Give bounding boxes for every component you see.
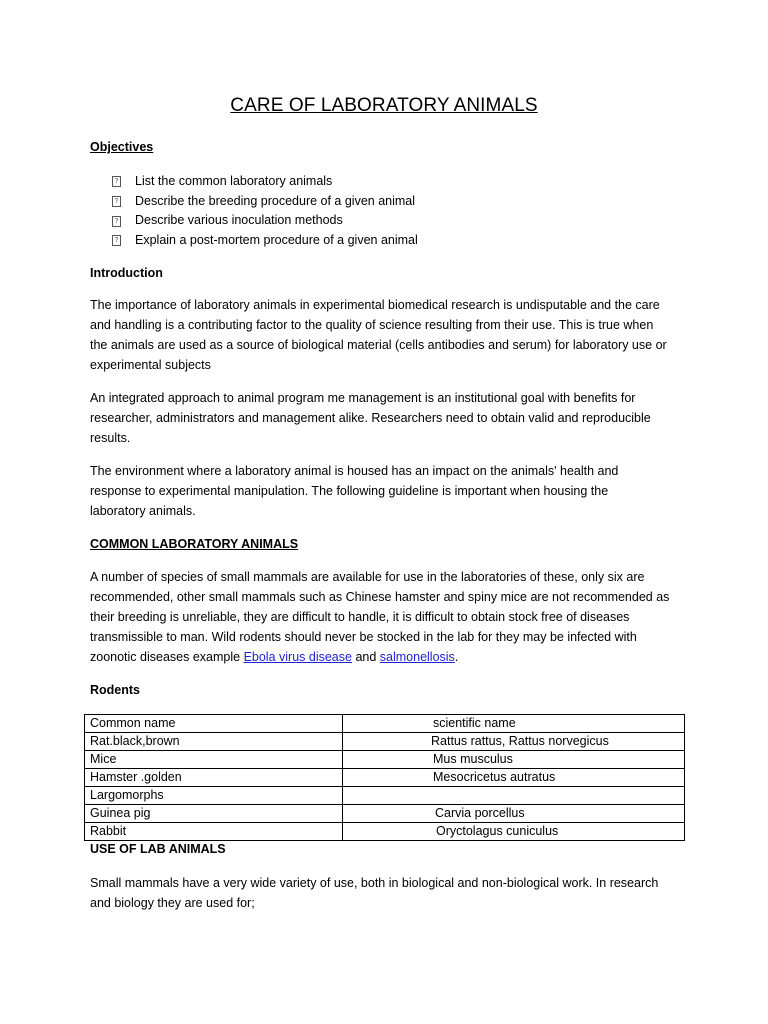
- objectives-list: [112, 172, 418, 251]
- text-line: A number of species of small mammals are available for use in the laboratories of these, only six are: [90, 570, 645, 584]
- table-row: [85, 823, 685, 841]
- list-item: [112, 231, 418, 251]
- text-line: recommended, other small mammals such as Chinese hamster and spiny mice are not recommended as: [90, 590, 670, 604]
- intro-paragraph-2: [90, 388, 690, 448]
- text-line: their breeding is unreliable, they are difficult to handle, it is difficult to obtain stock free of diseases: [90, 610, 630, 624]
- list-item: [112, 172, 418, 192]
- objective-text: List the common laboratory animals: [135, 174, 333, 188]
- objective-text: Explain a post-mortem procedure of a given animal: [135, 233, 418, 248]
- text-line: and biology they are used for;: [90, 896, 255, 910]
- text-line: the animals are used as a source of biological material (cells antibodies and serum) for laboratory use or: [90, 338, 667, 352]
- text-line: The importance of laboratory animals in experimental biomedical research is undisputable and the care: [90, 298, 660, 312]
- objective-text: Describe various inoculation methods: [135, 213, 343, 228]
- table-header-cell: scientific name: [343, 715, 685, 733]
- text-line: response to experimental manipulation. The following guideline is important when housing the: [90, 484, 609, 498]
- table-cell: Mice: [85, 751, 343, 769]
- table-row: [85, 787, 685, 805]
- table-row: [85, 769, 685, 787]
- rodents-heading: Rodents: [90, 683, 140, 697]
- missing-glyph-bullet-icon: ?: [112, 176, 121, 187]
- text-line: Small mammals have a very wide variety of use, both in biological and non-biological work. In research: [90, 876, 659, 890]
- missing-glyph-bullet-icon: ?: [112, 196, 121, 207]
- text-fragment: .: [454, 650, 459, 664]
- table-header-row: [85, 715, 685, 733]
- table-cell: Hamster .golden: [85, 769, 343, 787]
- text-line: An integrated approach to animal program me management is an institutional goal with benefits for: [90, 391, 636, 405]
- page-title: CARE OF LABORATORY ANIMALS: [230, 95, 538, 116]
- table-cell: Guinea pig: [85, 805, 343, 823]
- text-line: laboratory animals.: [90, 504, 196, 518]
- text-line-with-links: [90, 647, 690, 667]
- salmonellosis-link[interactable]: salmonellosis: [379, 650, 455, 664]
- text-fragment: zoonotic diseases example: [90, 650, 244, 664]
- text-line: experimental subjects: [90, 358, 211, 372]
- table-cell: Rattus rattus, Rattus norvegicus: [343, 733, 685, 751]
- table-row: [85, 805, 685, 823]
- text-fragment: and: [351, 650, 380, 664]
- rodents-table: [84, 714, 685, 841]
- missing-glyph-bullet-icon: ?: [112, 235, 121, 246]
- common-animals-heading: COMMON LABORATORY ANIMALS: [90, 537, 299, 551]
- table-row: [85, 733, 685, 751]
- missing-glyph-bullet-icon: ?: [112, 216, 121, 227]
- introduction-heading: Introduction: [90, 266, 163, 280]
- table-cell: Mesocricetus autratus: [343, 769, 685, 787]
- table-cell: Oryctolagus cuniculus: [343, 823, 685, 841]
- text-line: transmissible to man. Wild rodents should never be stocked in the lab for they may be infected with: [90, 630, 637, 644]
- table-cell: Mus musculus: [343, 751, 685, 769]
- text-line: researcher, administrators and management alike. Researchers need to obtain valid and reproducible: [90, 411, 651, 425]
- list-item: [112, 211, 418, 231]
- table-header-cell: Common name: [85, 715, 343, 733]
- text-line: The environment where a laboratory animal is housed has an impact on the animals' health and: [90, 464, 619, 478]
- table-cell: Rabbit: [85, 823, 343, 841]
- intro-paragraph-1: [90, 295, 690, 375]
- use-of-lab-animals-heading: USE OF LAB ANIMALS: [90, 842, 226, 856]
- table-cell: Rat.black,brown: [85, 733, 343, 751]
- use-of-lab-animals-paragraph: [90, 873, 690, 913]
- common-animals-paragraph: [90, 567, 690, 667]
- objective-text: Describe the breeding procedure of a given animal: [135, 193, 416, 208]
- intro-paragraph-3: [90, 461, 690, 521]
- text-line: and handling is a contributing factor to the quality of science resulting from their use. This is true when: [90, 318, 654, 332]
- table-cell: [343, 787, 685, 805]
- table-cell: Largomorphs: [85, 787, 343, 805]
- objectives-heading: Objectives: [90, 140, 154, 154]
- list-item: [112, 192, 418, 212]
- table-row: [85, 751, 685, 769]
- ebola-virus-disease-link[interactable]: Ebola virus disease: [243, 650, 352, 664]
- table-cell: Carvia porcellus: [343, 805, 685, 823]
- text-line: results.: [90, 431, 131, 445]
